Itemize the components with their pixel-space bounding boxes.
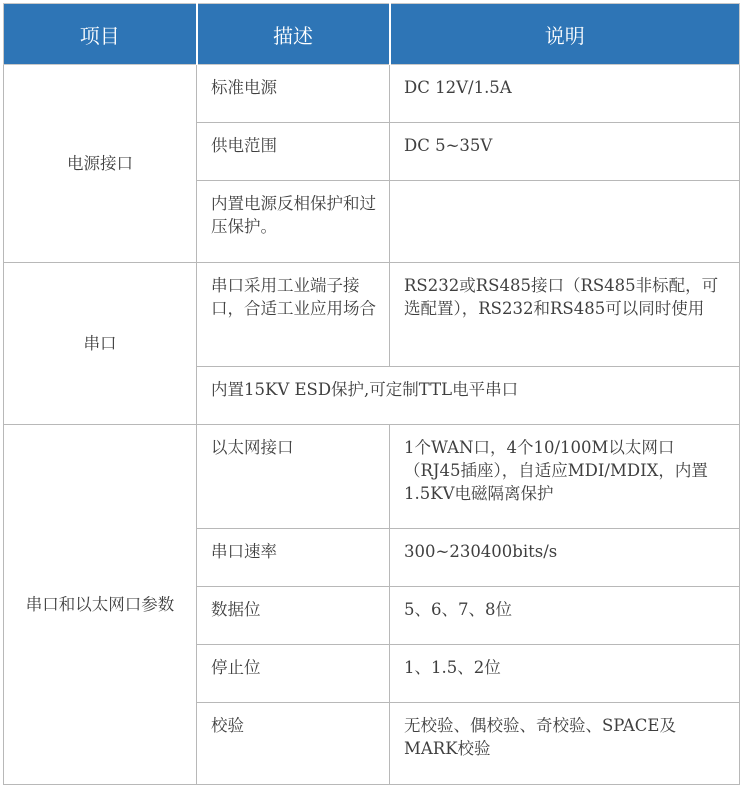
row-description: 标准电源 [197, 65, 390, 123]
row-note: 300~230400bits/s [390, 529, 740, 587]
header-item: 项目 [4, 4, 197, 65]
row-note: 5、6、7、8位 [390, 587, 740, 645]
group-item-serial-ethernet: 串口和以太网口参数 [4, 425, 197, 785]
row-note [390, 181, 740, 263]
table-row [4, 425, 740, 529]
table-row [4, 65, 740, 123]
row-note: 1个WAN口，4个10/100M以太网口（RJ45插座），自适应MDI/MDIX，内置1.5KV电磁隔离保护 [390, 425, 740, 529]
row-note: DC 12V/1.5A [390, 65, 740, 123]
row-merged-note: 内置15KV ESD保护,可定制TTL电平串口 [197, 367, 740, 425]
row-description: 供电范围 [197, 123, 390, 181]
row-note: 无校验、偶校验、奇校验、SPACE及MARK校验 [390, 703, 740, 785]
row-description: 内置电源反相保护和过压保护。 [197, 181, 390, 263]
row-note: 1、1.5、2位 [390, 645, 740, 703]
row-description: 串口采用工业端子接口，合适工业应用场合 [197, 263, 390, 367]
group-item-power: 电源接口 [4, 65, 197, 263]
row-description: 停止位 [197, 645, 390, 703]
spec-table [3, 3, 740, 785]
row-description: 校验 [197, 703, 390, 785]
row-description: 以太网接口 [197, 425, 390, 529]
header-description: 描述 [197, 4, 390, 65]
header-explanation: 说明 [390, 4, 740, 65]
row-description: 串口速率 [197, 529, 390, 587]
group-item-serial: 串口 [4, 263, 197, 425]
table-row [4, 263, 740, 367]
row-description: 数据位 [197, 587, 390, 645]
row-note: RS232或RS485接口（RS485非标配，可选配置），RS232和RS485可以同时使用 [390, 263, 740, 367]
row-note: DC 5~35V [390, 123, 740, 181]
header-row [4, 4, 740, 65]
